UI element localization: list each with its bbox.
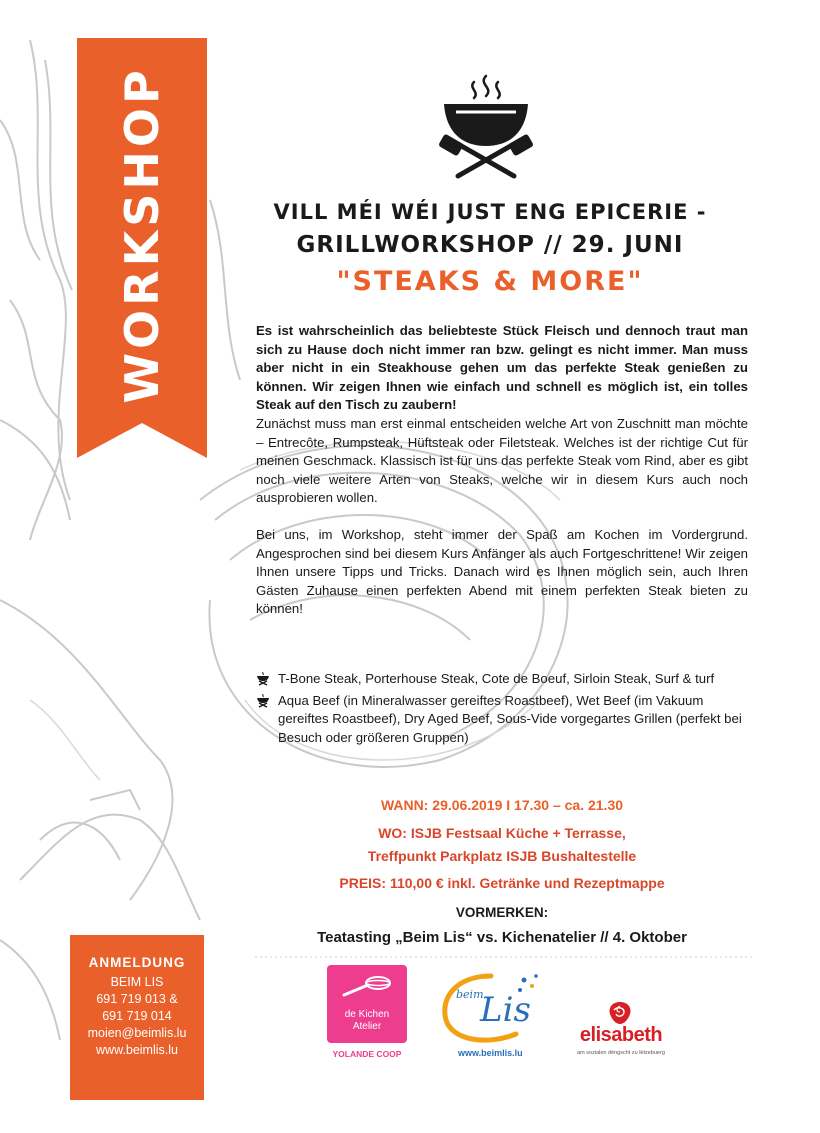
elisabeth-name: elisabeth	[579, 1024, 663, 1046]
grill-bullet-icon	[256, 694, 270, 708]
steak-list	[256, 670, 756, 750]
registration-box	[70, 935, 204, 1100]
registration-website: www.beimlis.lu	[96, 1043, 178, 1057]
title-subtitle: "STEAKS & MORE"	[336, 266, 644, 297]
registration-phone: 691 719 013 &	[96, 992, 178, 1006]
registration-phone: 691 719 014	[102, 1009, 172, 1023]
save-the-date-label: VORMERKEN:	[455, 905, 549, 920]
registration-name: BEIM LIS	[110, 975, 164, 989]
list-item-text: Aqua Beef (in Mineralwasser gereiftes Roastbeef), Wet Beef (im Vakuum gereiftes Roastbeef), Dry Aged Beef, Sous-Vide vorgegartes Grillen (perfekt bei Besuch oder größeren Gruppen)	[278, 692, 742, 745]
registration-email: moien@beimlis.lu	[87, 1026, 187, 1040]
title-line-2: GRILLWORKSHOP // 29. JUNI	[296, 232, 684, 258]
list-item	[256, 670, 756, 689]
paragraph-workshop: Bei uns, im Workshop, steht immer der Spaß am Kochen im Vordergrund. Angesprochen sind bei diesem Kurs Anfänger als auch Fortgeschrittene! Wir zeigen Ihnen unsere Tipps und Tricks. Danach wird es Ihnen möglich sein, auch Ihren Gästen Zuhause einen perfekten Abend mit einem perfekten Steak bieten zu können!	[256, 526, 748, 617]
list-item-text: T-Bone Steak, Porterhouse Steak, Cote de Boeuf, Sirloin Steak, Surf & turf	[278, 671, 715, 686]
title-line-1: VILL MÉI WÉI JUST ENG EPICERIE -	[273, 200, 707, 224]
beim-lis-url: www.beimlis.lu	[458, 1048, 523, 1058]
kichen-atelier-logo	[327, 965, 411, 1065]
workshop-ribbon-label: WORKSHOP	[115, 66, 169, 404]
event-price: PREIS: 110,00 € inkl. Getränke und Rezeptmappe	[339, 875, 665, 891]
list-item	[256, 692, 756, 748]
elisabeth-tagline: am sozialen déngscht zu lëtzebuerg	[577, 1050, 665, 1056]
event-meeting-point: Treffpunkt Parkplatz ISJB Bushaltestelle	[367, 848, 637, 864]
beim-lis-logo	[436, 968, 546, 1068]
kichen-logo-line2: Atelier	[352, 1021, 382, 1032]
whisk-icon	[342, 973, 392, 999]
upcoming-event: Teatasting „Beim Lis“ vs. Kichenatelier // 4. Oktober	[317, 929, 687, 946]
beim-lis-script1: beim	[456, 988, 484, 1001]
elisabeth-logo	[556, 1000, 686, 1070]
intro-paragraph: Es ist wahrscheinlich das beliebteste Stück Fleisch und dennoch traut man sich zu Hause doch nicht immer ran bzw. gelingt es nicht immer. Man muss aber nicht in ein Steakhouse gehen um das perfekte Steak genießen zu können. Wir zeigen Ihnen wie einfach und schnell es möglich ist, ein tolles Steak auf den Tisch zu zaubern!	[256, 323, 748, 413]
kichen-logo-sub: YOLANDE COOP	[332, 1049, 402, 1059]
grill-icon	[436, 70, 536, 182]
kichen-logo-line1: de Kichen	[344, 1009, 390, 1020]
body-text	[256, 322, 748, 619]
beim-lis-script2: Lis	[480, 990, 531, 1030]
event-location: WO: ISJB Festsaal Küche + Terrasse,	[378, 825, 626, 841]
rose-icon	[606, 1000, 634, 1026]
registration-title: ANMELDUNG	[88, 955, 186, 970]
event-date: WANN: 29.06.2019 I 17.30 – ca. 21.30	[380, 797, 624, 813]
grill-bullet-icon	[256, 672, 270, 686]
paragraph-cuts: Zunächst muss man erst einmal entscheiden welche Art von Zuschnitt man möchte – Entrecôte, Rumpsteak, Hüftsteak oder Filetsteak. Welches ist der richtige Cut für meinen Geschmack. Klassisch ist für uns das perfekte Steak vom Rind, aber es gibt noch viele weitere Arten von Steaks, welche wir in diesem Kurs auch noch ausprobieren wollen.	[256, 415, 748, 506]
